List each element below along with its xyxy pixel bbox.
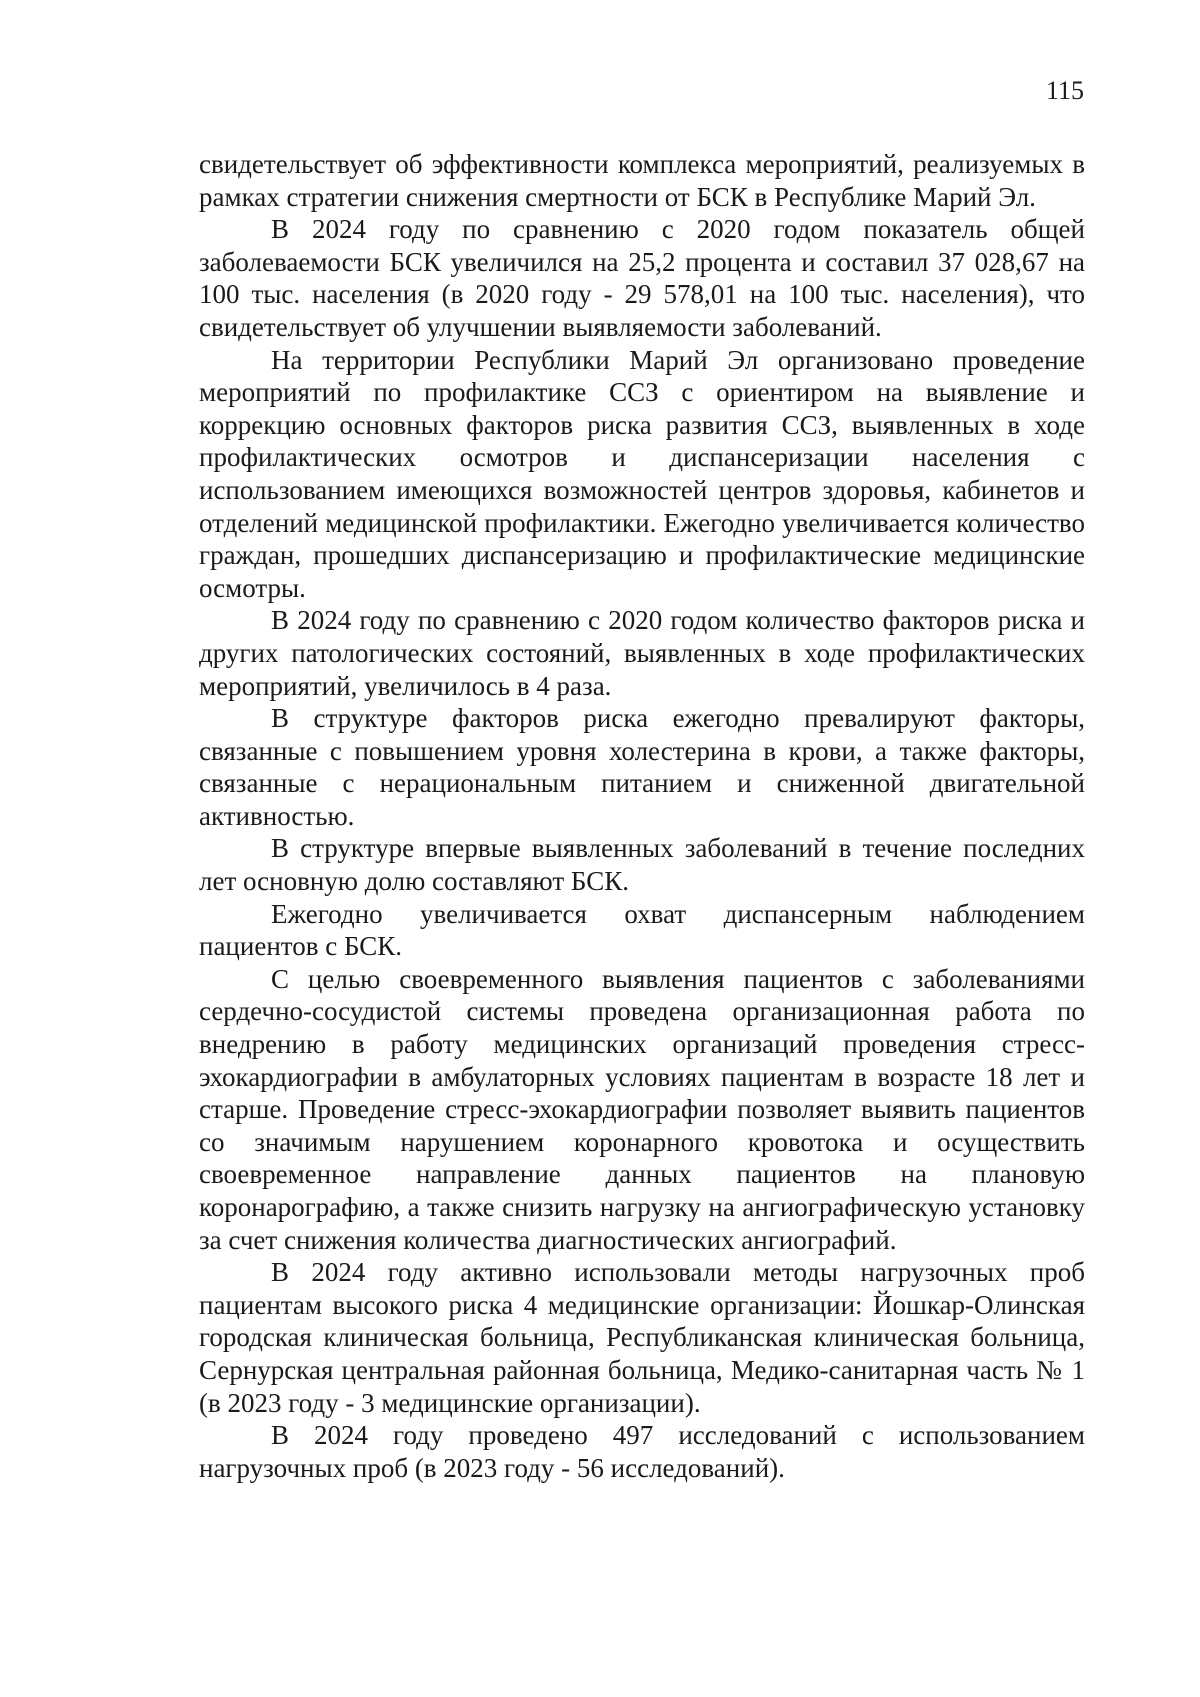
paragraph: В структуре впервые выявленных заболеваний в течение последних лет основную долю составляют БСК. [199,833,1085,897]
paragraph: В 2024 году активно использовали методы нагрузочных проб пациентам высокого риска 4 медицинские организации: Йошкар-Олинская городская клиническая больница, Республиканская клиническая больница, Сернурская центральная районная больница, Медико-санитарная часть № 1 (в 2023 году - 3 медицинские организации). [199,1257,1085,1418]
paragraph: В 2024 году по сравнению с 2020 годом количество факторов риска и других патологических состояний, выявленных в ходе профилактических мероприятий, увеличилось в 4 раза. [199,605,1085,701]
page-number: 115 [1045,76,1084,105]
paragraph: свидетельствует об эффективности комплекса мероприятий, реализуемых в рамках стратегии снижения смертности от БСК в Республике Марий Эл. [199,149,1085,212]
paragraph: Ежегодно увеличивается охват диспансерным наблюдением пациентов с БСК. [199,898,1085,962]
paragraph: На территории Республики Марий Эл организовано проведение мероприятий по профилактике ССЗ с ориентиром на выявление и коррекцию основных факторов риска развития ССЗ, выявленных в ходе профилактических осмотров и диспансеризации населения с использованием имеющихся возможностей центров здоровья, кабинетов и отделений медицинской профилактики. Ежегодно увеличивается количество граждан, прошедших диспансеризацию и профилактические медицинские осмотры. [199,344,1085,603]
paragraph: С целью своевременного выявления пациентов с заболеваниями сердечно-сосудистой системы проведена организационная работа по внедрению в работу медицинских организаций проведения стресс-эхокардиографии в амбулаторных условиях пациентам в возрасте 18 лет и старше. Проведение стресс-эхокардиографии позволяет выявить пациентов со значимым нарушением коронарного кровотока и осуществить своевременное направление данных пациентов на плановую коронарографию, а также снизить нагрузку на ангиографическую установку за счет снижения количества диагностических ангиографий. [199,963,1085,1255]
paragraph: В структуре факторов риска ежегодно превалируют факторы, связанные с повышением уровня холестерина в крови, а также факторы, связанные с нерациональным питанием и сниженной двигательной активностью. [199,703,1085,831]
paragraph: В 2024 году проведено 497 исследований с использованием нагрузочных проб (в 2023 году - 56 исследований). [199,1420,1085,1483]
document-body [199,148,1085,1484]
paragraph: В 2024 году по сравнению с 2020 годом показатель общей заболеваемости БСК увеличился на 25,2 процента и составил 37 028,67 на 100 тыс. населения (в 2020 году - 29 578,01 на 100 тыс. населения), что свидетельствует об улучшении выявляемости заболеваний. [199,214,1085,342]
